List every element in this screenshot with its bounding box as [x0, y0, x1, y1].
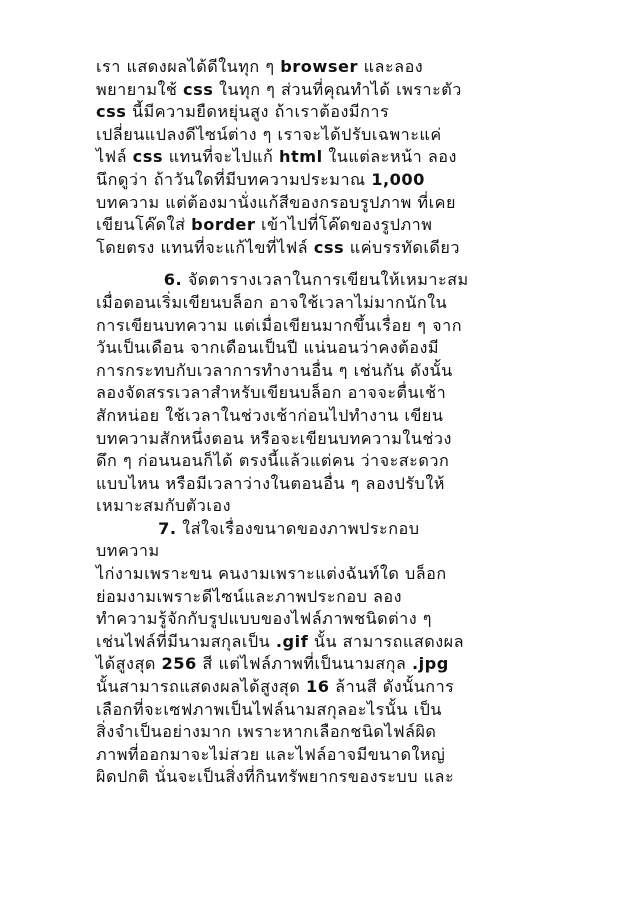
bold-text: 7.: [158, 518, 177, 538]
text-segment: บทความ: [96, 541, 160, 561]
text-segment: ไฟล์: [96, 147, 133, 167]
text-line: [96, 744, 551, 767]
text-segment: การกระทบกับเวลาการทำงานอื่น ๆ เช่นกัน ดังนั้น: [96, 360, 453, 380]
text-segment: สักหน่อย ใช้เวลาในช่วงเช้าก่อนไปทำงาน เขียน: [96, 405, 444, 425]
text-line: [96, 146, 551, 169]
text-line: [96, 56, 551, 79]
text-line: [96, 192, 551, 215]
text-line: [96, 495, 551, 518]
text-segment: สี แต่ไฟล์ภาพที่เป็นนามสกุล: [196, 654, 412, 674]
text-segment: ลองจัดสรรเวลาสำหรับเขียนบล็อก อาจจะตื่นเช้า: [96, 383, 447, 403]
text-line: [96, 79, 551, 102]
text-segment: ผิดปกติ นั่นจะเป็นสิ่งที่กินทรัพยากรของระบบ และ: [96, 767, 455, 787]
text-line: [96, 214, 551, 237]
bold-text: html: [279, 147, 323, 167]
text-segment: แทนที่จะไปแก้: [163, 147, 280, 167]
text-line: [96, 766, 551, 789]
bold-text: 6.: [163, 270, 183, 290]
text-segment: ไก่งามเพราะขน คนงามเพราะแต่งฉันท์ใด บล็อก: [96, 564, 447, 584]
text-segment: ล้านสี ดังนั้นการ: [329, 677, 455, 697]
text-segment: สิ่งจำเป็นอย่างมาก เพราะหากเลือกชนิดไฟล์ผิด: [96, 722, 437, 742]
paragraph-gap: [96, 259, 551, 269]
text-segment: ได้สูงสุด: [96, 654, 162, 674]
text-segment: พยายามใช้: [96, 79, 184, 99]
text-line: [96, 237, 551, 260]
text-line: [96, 608, 551, 631]
bold-text: .jpg: [411, 654, 449, 674]
bold-text: css: [313, 237, 345, 257]
text-line: [96, 382, 551, 405]
bold-text: css: [183, 79, 214, 99]
text-segment: นั้นสามารถแสดงผลได้สูงสุด: [96, 677, 306, 697]
text-segment: เข้าไปที่โค๊ดของรูปภาพ: [255, 215, 433, 235]
text-segment: และลอง: [357, 57, 424, 76]
text-segment: ทำความรู้จักกับรูปแบบของไฟล์ภาพชนิดต่าง ๆ: [96, 609, 433, 629]
text-segment: วันเป็นเดือน จากเดือนเป็นปี แน่นอนว่าคงต้องมี: [96, 338, 440, 358]
text-segment: เช่นไฟล์ที่มีนามสกุลเป็น: [96, 631, 276, 651]
text-segment: ในแต่ละหน้า ลอง: [322, 147, 457, 167]
bold-text: .gif: [275, 631, 309, 651]
bold-text: css: [96, 102, 127, 122]
bold-text: css: [132, 147, 164, 167]
bold-text: 16: [305, 677, 330, 697]
text-segment: เรา แสดงผลได้ดีในทุก ๆ: [96, 57, 281, 76]
paragraph: [96, 56, 551, 259]
text-line: [96, 586, 551, 609]
text-segment: การเขียนบทความ แต่เมื่อเขียนมากขึ้นเรื่อย ๆ จาก: [96, 315, 463, 335]
text-line: [96, 676, 551, 699]
bold-text: 256: [161, 654, 197, 674]
text-segment: เลือกที่จะเซฟภาพเป็นไฟล์นามสกุลอะไรนั้น เป็น: [96, 699, 442, 719]
text-segment: [96, 519, 158, 538]
text-segment: [96, 270, 164, 289]
text-segment: บทความสักหนึ่งตอน หรือจะเขียนบทความในช่วง: [96, 428, 452, 448]
text-segment: ดึก ๆ ก่อนนอนก็ได้ ตรงนี้แล้วแต่คน ว่าจะสะดวก: [96, 451, 450, 471]
text-line: [96, 450, 551, 473]
text-line: [96, 699, 551, 722]
text-line: [96, 518, 551, 541]
text-line: [96, 428, 551, 451]
text-line: [96, 101, 551, 124]
text-line: [96, 540, 551, 563]
text-line: [96, 315, 551, 338]
text-line: [96, 124, 551, 147]
text-line: [96, 653, 551, 676]
text-line: [96, 473, 551, 496]
text-segment: ย่อมงามเพราะดีไซน์และภาพประกอบ ลอง: [96, 586, 403, 606]
document-body: [96, 56, 551, 789]
text-segment: ภาพที่ออกมาจะไม่สวย และไฟล์อาจมีขนาดใหญ่: [96, 744, 446, 764]
text-line: [96, 721, 551, 744]
text-line: [96, 269, 551, 292]
text-segment: เขียนโค๊ดใส่: [96, 215, 192, 235]
text-segment: จัดตารางเวลาในการเขียนให้เหมาะสม: [182, 270, 469, 290]
text-segment: แค่บรรทัดเดียว: [344, 237, 460, 257]
text-line: [96, 169, 551, 192]
bold-text: border: [191, 215, 256, 235]
text-segment: โดยตรง แทนที่จะแก้ไขที่ไฟล์: [96, 237, 314, 257]
text-segment: เหมาะสมกับตัวเอง: [96, 496, 232, 516]
text-segment: นึกดูว่า ถ้าวันใดที่มีบทความประมาณ: [96, 169, 372, 189]
text-line: [96, 563, 551, 586]
paragraph: [96, 269, 551, 789]
bold-text: 1,000: [371, 169, 425, 189]
text-segment: นี้มีความยืดหยุ่นสูง ถ้าเราต้องมีการ: [126, 102, 390, 122]
text-segment: ใส่ใจเรื่องขนาดของภาพประกอบ: [176, 518, 420, 538]
bold-text: browser: [280, 57, 358, 76]
text-line: [96, 405, 551, 428]
text-segment: เปลี่ยนแปลงดีไซน์ต่าง ๆ เราจะได้ปรับเฉพาะแค่: [96, 124, 442, 144]
text-line: [96, 337, 551, 360]
text-line: [96, 631, 551, 654]
text-line: [96, 360, 551, 383]
text-segment: ในทุก ๆ ส่วนที่คุณทำได้ เพราะตัว: [213, 79, 462, 99]
text-line: [96, 292, 551, 315]
text-segment: นั้น สามารถแสดงผล: [308, 631, 465, 651]
text-segment: บทความ แต่ต้องมานั่งแก้สีของกรอบรูปภาพ ที่เคย: [96, 192, 456, 212]
text-segment: เมื่อตอนเริ่มเขียนบล็อก อาจใช้เวลาไม่มากนักใน: [96, 292, 448, 312]
text-segment: แบบไหน หรือมีเวลาว่างในตอนอื่น ๆ ลองปรับให้: [96, 473, 445, 493]
